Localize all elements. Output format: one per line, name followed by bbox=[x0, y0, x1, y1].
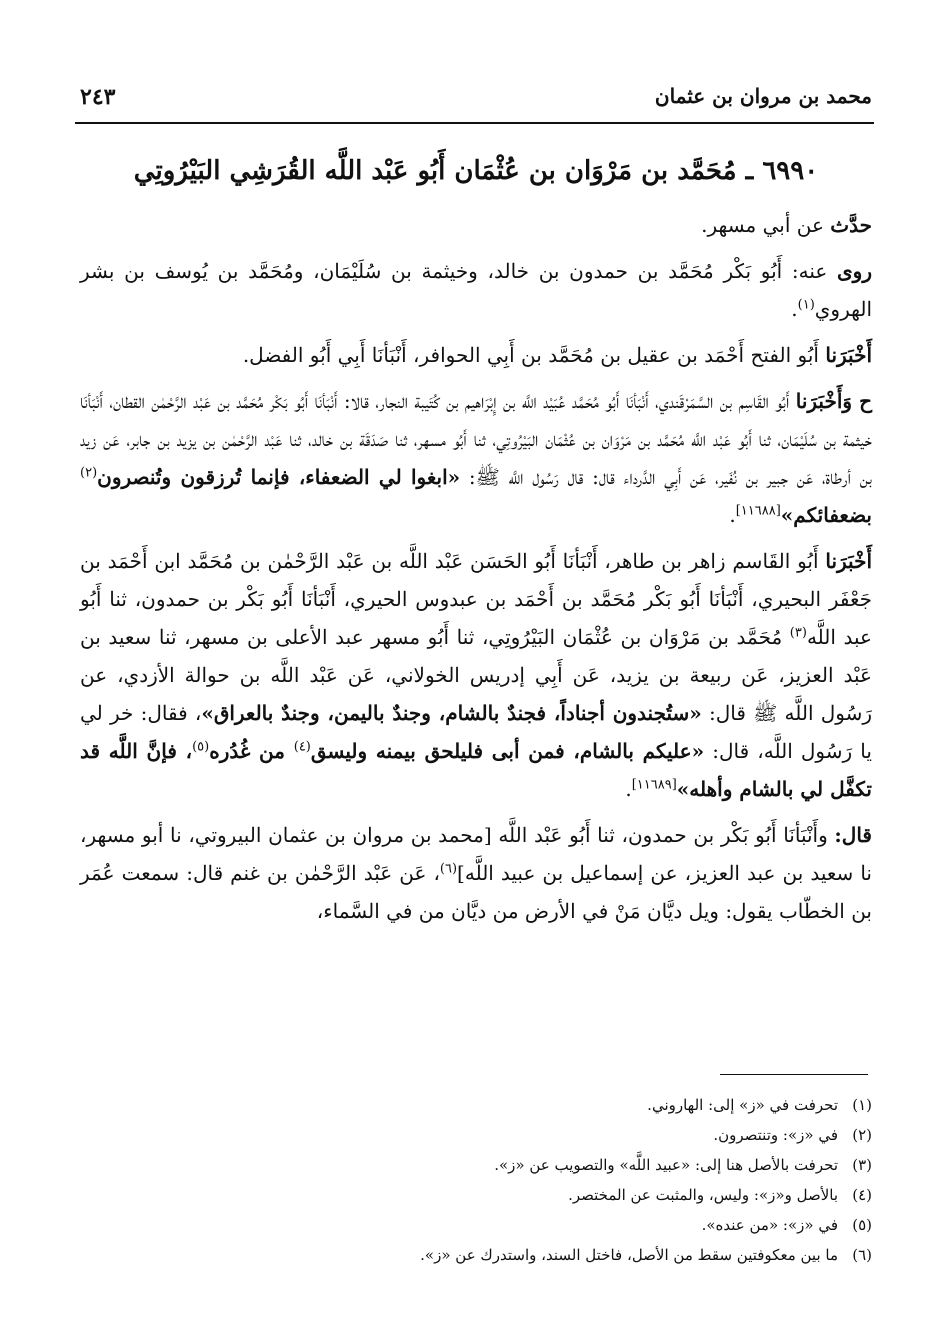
paragraph-lead: روى bbox=[837, 259, 872, 283]
footnote-item bbox=[80, 1240, 872, 1270]
footnote-number: (١) bbox=[852, 1096, 872, 1114]
footnote-number: (٤) bbox=[852, 1186, 872, 1204]
footnote-marker: (٣) bbox=[789, 625, 807, 641]
main-text bbox=[80, 150, 872, 938]
hadith-quote: ، فإنَّ اللَّه قد تكفَّل لي بالشام وأهله» bbox=[80, 739, 872, 801]
paragraph-lead: قال: bbox=[834, 823, 872, 847]
paragraph-text: عن أبي مسهر. bbox=[701, 213, 831, 237]
paragraph-text: وأَنْبَأنَا أَبُو بَكْر بن حمدون، ثنا أَبُو عَبْد اللَّه [محمد بن مروان بن عثمان البيروتي، نا أبو مسهر، نا سعيد بن عبد العزيز، عن إسماعيل بن عبيد اللَّه] bbox=[80, 823, 872, 885]
paragraph-tail: . bbox=[625, 777, 632, 801]
paragraph-tail: . bbox=[729, 503, 736, 527]
footnote-text: في «ز»: «من عنده». bbox=[701, 1216, 838, 1234]
header-rule bbox=[75, 122, 874, 124]
footnote-item bbox=[80, 1210, 872, 1240]
footnote-marker: (٤) bbox=[293, 739, 311, 755]
footnote-marker: (٢) bbox=[80, 465, 98, 481]
footnote-text: تحرفت بالأصل هنا إلى: «عبيد اللَّه» والتصويب عن «ز». bbox=[494, 1156, 838, 1174]
footnote-number: (٣) bbox=[852, 1156, 872, 1174]
hadith-quote: من غُدُره bbox=[209, 739, 294, 763]
footnote-marker: (٥) bbox=[192, 739, 210, 755]
footnote-item bbox=[80, 1090, 872, 1120]
entry-title: ٦٩٩٠ ـ مُحَمَّد بن مَرْوَان بن عُثْمَان أَبُو عَبْد اللَّه القُرَشِي البَيْرُوتِي bbox=[133, 156, 819, 186]
hadith-quote: «عليكم بالشام، فمن أبى فليلحق بيمنه وليسق bbox=[310, 739, 705, 763]
paragraph-text: أَبُو الفتح أَحْمَد بن عقيل بن مُحَمَّد بن أَبِي الحوافر، أَنْبَأنَا أَبِي أَبُو الفضل. bbox=[242, 343, 826, 367]
paragraph-text: ، فقال: خر لي يا رَسُول اللَّه، قال: bbox=[80, 701, 872, 763]
footnote-number: (٥) bbox=[852, 1216, 872, 1234]
footnote-text: بالأصل و«ز»: وليس، والمثبت عن المختصر. bbox=[568, 1186, 838, 1204]
paragraph-haddatha bbox=[80, 206, 872, 244]
paragraph-tail: ، عَن عَبْد الرَّحْمٰن بن غنم قال: سمعت عُمَر بن الخطّاب يقول: ويل ديَّان مَنْ في الأرض من ديَّان من في السَّماء، bbox=[80, 861, 872, 923]
paragraph-lead: أَخْبَرَنا bbox=[825, 343, 872, 367]
footnote-item bbox=[80, 1120, 872, 1150]
hadith-quote: «ابغوا لي الضعفاء، فإنما تُرزقون وتُنصرون bbox=[97, 465, 461, 489]
hadith-quote: بضعفائكم» bbox=[780, 503, 872, 527]
paragraph-hadith-2 bbox=[80, 542, 872, 808]
paragraph-lead: ح وَأَخْبَرَنا bbox=[795, 389, 872, 413]
paragraph-lead: أَخْبَرَنا bbox=[825, 549, 872, 573]
footnote-item bbox=[80, 1180, 872, 1210]
hadith-quote: «ستُجندون أجناداً، فجندٌ بالشام، وجندٌ باليمن، وجندٌ بالعراق» bbox=[201, 701, 702, 725]
footnote-rule bbox=[720, 1074, 868, 1075]
paragraph-text: أَبُو القَاسم زاهر بن طاهر، أَنْبَأنَا أَبُو الحَسَن عَبْد اللَّه بن عَبْد الرَّحْمٰن بن مُحَمَّد ابن أَحْمَد بن جَعْفَر البحيري، أَنْبَأنَا أَبُو بَكْر مُحَمَّد بن أَحْمَد بن عبدوس الحيري، أَنْبَأنَا أَبُو بَكْر بن حمدون، ثنا أَبُو عبد اللَّه bbox=[80, 549, 872, 649]
footnote-text: ما بين معكوفتين سقط من الأصل، فاختل السند، واستدرك عن «ز». bbox=[420, 1246, 838, 1264]
paragraph-hadith-1 bbox=[80, 382, 872, 534]
paragraph-text: مُحَمَّد بن مَرْوَان بن عُثْمَان البَيْرُوتِي، ثنا أَبُو مسهر عبد الأعلى بن مسهر، ثنا سعيد بن عَبْد العزيز، عَن ربيعة بن يزيد، عَن أَبِي إدريس الخولاني، عَن عَبْد اللَّه بن حوالة الأزدي، عن رَسُول اللَّه ﷺ قال: bbox=[80, 625, 872, 725]
page-header bbox=[80, 84, 872, 114]
paragraph-rawa bbox=[80, 252, 872, 328]
paragraph-text: عنه: أَبُو بَكْر مُحَمَّد بن حمدون بن خالد، وخيثمة بن سُلَيْمَان، ومُحَمَّد بن يُوسف بن بشر الهروي bbox=[80, 259, 872, 321]
footnote-marker: (١) bbox=[797, 297, 815, 313]
running-head: محمد بن مروان بن عثمان bbox=[654, 84, 872, 108]
footnote-number: (٦) bbox=[852, 1246, 872, 1264]
page-number: ٢٤٣ bbox=[80, 84, 116, 110]
hadith-reference: [١١٦٨٩] bbox=[631, 777, 677, 793]
paragraph-tail: . bbox=[791, 297, 798, 321]
hadith-reference: [١١٦٨٨] bbox=[735, 503, 781, 519]
paragraph-akhbarana-1 bbox=[80, 336, 872, 374]
footnote-item bbox=[80, 1150, 872, 1180]
footnote-marker: (٦) bbox=[439, 861, 458, 877]
paragraph-text: أَبُو القَاسِم بن السَّمَرْقَندي، أَنْبَأنَا أَبُو مُحَمَّد عُبَيْد اللَّه بن إِبْرَاهيم بن كُتَيبة النجار، قالا: أَنْبَأنَا أَبُو بَكْر مُحَمَّد بن عَبْد الرَّحْمٰن القطان، أَنْبَأنَا خيثمة بن سُلَيْمَان، ثنا أَبُو عَبْد اللَّه مُحَمَّد بن مَرْوَان بن عُثْمَان البَيْرُوتِي، ثنا أَبُو مسهر، ثنا صَدَقَة بن خالد، ثنا عَبْد الرَّحْمٰن بن يزيد بن جابر، عَن زيد بن أرطاة، عَن جبير بن نُفَير، عَن أَبِي الدَّرداء قال: قال رَسُول اللَّه ﷺ: bbox=[80, 389, 873, 489]
footnotes bbox=[80, 1090, 872, 1270]
paragraph-qala bbox=[80, 816, 872, 930]
paragraph-lead: حدَّث bbox=[830, 213, 872, 237]
footnote-text: في «ز»: وتنتصرون. bbox=[713, 1126, 838, 1144]
footnote-number: (٢) bbox=[852, 1126, 872, 1144]
footnote-text: تحرفت في «ز» إلى: الهاروني. bbox=[647, 1096, 838, 1114]
